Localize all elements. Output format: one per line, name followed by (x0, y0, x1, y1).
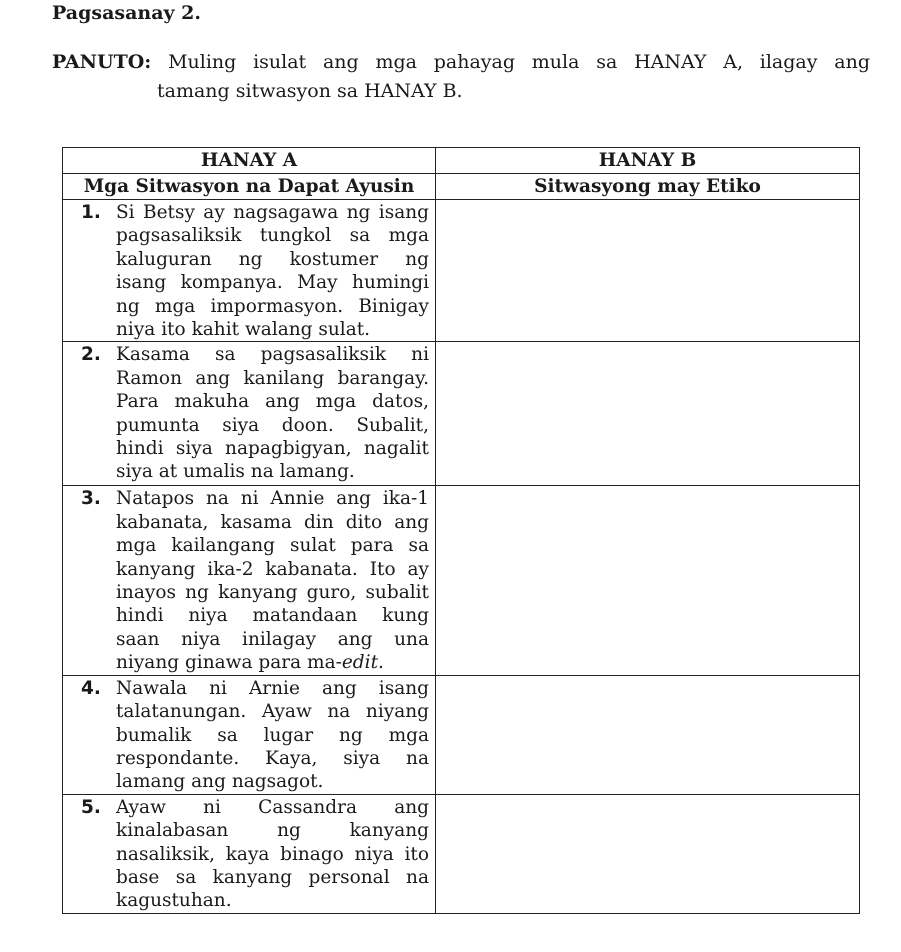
instruction-word: sa (596, 51, 618, 73)
situation-cell (63, 486, 436, 675)
item-number: 4. (81, 677, 101, 699)
text-line (116, 796, 429, 819)
text-line (116, 747, 429, 770)
instruction-word: ang (834, 51, 870, 73)
text-line (116, 201, 429, 224)
situation-text (116, 677, 429, 794)
item-number: 5. (81, 796, 101, 818)
text-line (116, 651, 429, 674)
situation-cell (63, 794, 436, 913)
instruction-word: isulat (253, 51, 307, 73)
text-line-content: inayos ng kanyang guro, subalit (116, 582, 429, 604)
table-row (63, 200, 860, 342)
text-line (116, 511, 429, 534)
text-line (116, 271, 429, 294)
text-line-content: talatanungan. Ayaw na niyang (116, 701, 429, 723)
text-line-content: nasaliksik, kaya binago niya ito (116, 843, 429, 865)
text-line (116, 487, 429, 510)
situation-cell (63, 200, 436, 342)
text-line-content: pumunta siya doon. Subalit, (116, 414, 429, 436)
text-line-content: respondante. Kaya, siya na (116, 747, 429, 769)
text-line-content: bumalik sa lugar ng mga (116, 724, 429, 746)
text-line (116, 677, 429, 700)
text-line-content: hindi niya matandaan kung (116, 605, 429, 627)
text-line (116, 367, 429, 390)
text-line (116, 770, 429, 793)
text-line (116, 390, 429, 413)
text-line-content: ng mga impormasyon. Binigay (116, 295, 429, 317)
text-line-content: hindi siya napagbigyan, nagalit (116, 438, 429, 460)
text-line-content: Ayaw ni Cassandra ang (116, 796, 429, 818)
text-line (116, 318, 429, 341)
instructions-line-1 (52, 48, 870, 77)
situation-text (116, 343, 429, 483)
text-line-content: niyang ginawa para ma- (116, 652, 342, 674)
exercise-title: Pagsasanay 2. (52, 2, 202, 24)
punctuation: . (378, 652, 384, 674)
text-line (116, 724, 429, 747)
text-line-content: kanyang ika-2 kabanata. Ito ay (116, 558, 429, 580)
text-line (116, 819, 429, 842)
answer-cell[interactable] (436, 342, 860, 486)
hanay-b-header: HANAY B (436, 148, 860, 174)
text-line (116, 866, 429, 889)
text-line (116, 295, 429, 318)
text-line-content: kagustuhan. (116, 890, 232, 912)
text-line (116, 843, 429, 866)
item-number: 2. (81, 344, 101, 366)
answer-cell[interactable] (436, 486, 860, 675)
situation-cell (63, 675, 436, 794)
text-line (116, 604, 429, 627)
text-line-content: Si Betsy ay nagsagawa ng isang (116, 202, 429, 223)
answer-cell[interactable] (436, 200, 860, 342)
text-line (116, 581, 429, 604)
text-line-content: kabanata, kasama din dito ang (116, 511, 429, 533)
table-row (63, 675, 860, 794)
instruction-word: ang (322, 51, 359, 73)
table-row (63, 342, 860, 486)
answer-cell[interactable] (436, 675, 860, 794)
text-line-content: mga kailangang sulat para sa (116, 535, 429, 557)
text-line-content: isang kompanya. May humingi (116, 272, 429, 294)
text-line-content: pagsasaliksik tungkol sa mga (116, 225, 429, 247)
text-line-content: kinalabasan ng kanyang (116, 820, 429, 842)
instruction-word: mga (375, 51, 417, 73)
text-line (116, 628, 429, 651)
text-line-content: lamang ang nagsagot. (116, 771, 324, 793)
instruction-word: pahayag (433, 51, 516, 73)
text-line-content: saan niya inilagay ang una (116, 628, 429, 650)
instructions (52, 48, 870, 106)
table-row (63, 794, 860, 913)
text-line (116, 224, 429, 247)
italic-term: edit (341, 652, 379, 674)
text-line (116, 343, 429, 366)
item-number: 1. (81, 202, 101, 223)
text-line-content: Para makuha ang mga datos, (116, 391, 429, 413)
answer-cell[interactable] (436, 794, 860, 913)
hanay-a-subheader: Mga Sitwasyon na Dapat Ayusin (63, 174, 436, 200)
text-line-content: Nawala ni Arnie ang isang (116, 677, 429, 699)
text-line-content: Natapos na ni Annie ang ika-1 (116, 488, 429, 510)
text-line-content: siya at umalis na lamang. (116, 461, 355, 483)
situation-cell (63, 342, 436, 486)
table-row (63, 486, 860, 675)
hanay-a-header: HANAY A (63, 148, 436, 174)
text-line (116, 248, 429, 271)
text-line (116, 414, 429, 437)
instructions-line-2: tamang sitwasyon sa HANAY B. (157, 80, 463, 102)
text-line-content: Ramon ang kanilang barangay. (116, 367, 429, 389)
text-line (116, 437, 429, 460)
text-line (116, 889, 429, 912)
situation-text (116, 796, 429, 913)
item-number: 3. (81, 488, 101, 510)
situation-text (116, 201, 429, 341)
text-line-content: kaluguran ng kostumer ng (116, 248, 429, 270)
instruction-word: ilagay (759, 51, 818, 73)
text-line (116, 460, 429, 483)
text-line-content: niya ito kahit walang sulat. (116, 319, 371, 341)
text-line (116, 558, 429, 581)
instruction-word: mula (531, 51, 580, 73)
text-line-content: base sa kanyang personal na (116, 866, 429, 888)
text-line-content: Kasama sa pagsasaliksik ni (116, 344, 429, 366)
instructions-label: PANUTO: (52, 51, 152, 73)
text-line (116, 534, 429, 557)
situation-text (116, 487, 429, 674)
text-line (116, 700, 429, 723)
instruction-word: Muling (168, 51, 237, 73)
hanay-b-subheader: Sitwasyong may Etiko (436, 174, 860, 200)
matching-table (62, 147, 860, 914)
instruction-word: A, (723, 51, 744, 73)
instruction-word: HANAY (634, 51, 707, 73)
